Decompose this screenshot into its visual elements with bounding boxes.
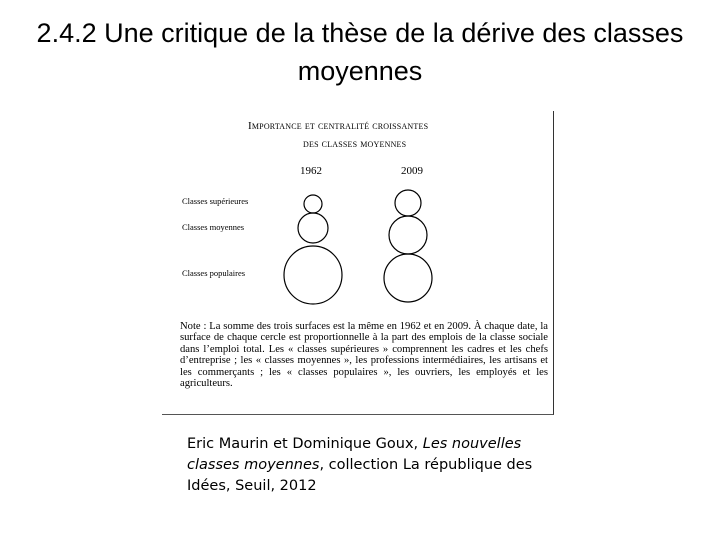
row-label-classes-populaires: Classes populaires	[182, 268, 246, 278]
year-label-1962: 1962	[300, 165, 322, 177]
figure-note: Note : La somme des trois surfaces est la même en 1962 et en 2009. À chaque date, la surface de chaque cercle est proportionnelle à la part des emplois de la classe sociale dans l’emploi total. Les « classes supérieures » comprennent les cadres et les chefs d’entreprise ; les « classes moyennes », les professions intermédiaires, les artisans et les commerçants ; les « classes populaires », les ouvriers, les employés et les agriculteurs.	[180, 321, 548, 390]
circle-2009-classes-populaires	[384, 254, 432, 302]
circle-1962-classes-populaires	[284, 246, 342, 304]
circle-diagram	[162, 111, 553, 321]
circle-2009-classes-moyennes	[389, 216, 427, 254]
figure-title-line-2: des classes moyennes	[303, 138, 407, 150]
figure-title-line-1: Importance et centralité croissantes	[248, 120, 429, 132]
circle-1962-classes-moyennes	[298, 213, 328, 243]
caption-book-title: Les nouvelles classes moyennes	[187, 436, 522, 473]
row-label-classes-moyennes: Classes moyennes	[182, 222, 245, 232]
figure-scan	[162, 111, 554, 415]
circle-1962-classes-superieures	[304, 195, 322, 213]
row-label-classes-superieures: Classes supérieures	[182, 196, 249, 206]
circle-2009-classes-superieures	[395, 190, 421, 216]
slide-title: 2.4.2 Une critique de la thèse de la dérive des classes moyennes	[36, 18, 684, 86]
caption-publication: , collection La république des Idées, Seuil, 2012	[187, 457, 533, 494]
year-label-2009: 2009	[401, 165, 423, 177]
caption-authors: Eric Maurin et Dominique Goux,	[187, 436, 423, 452]
source-caption	[187, 434, 547, 497]
